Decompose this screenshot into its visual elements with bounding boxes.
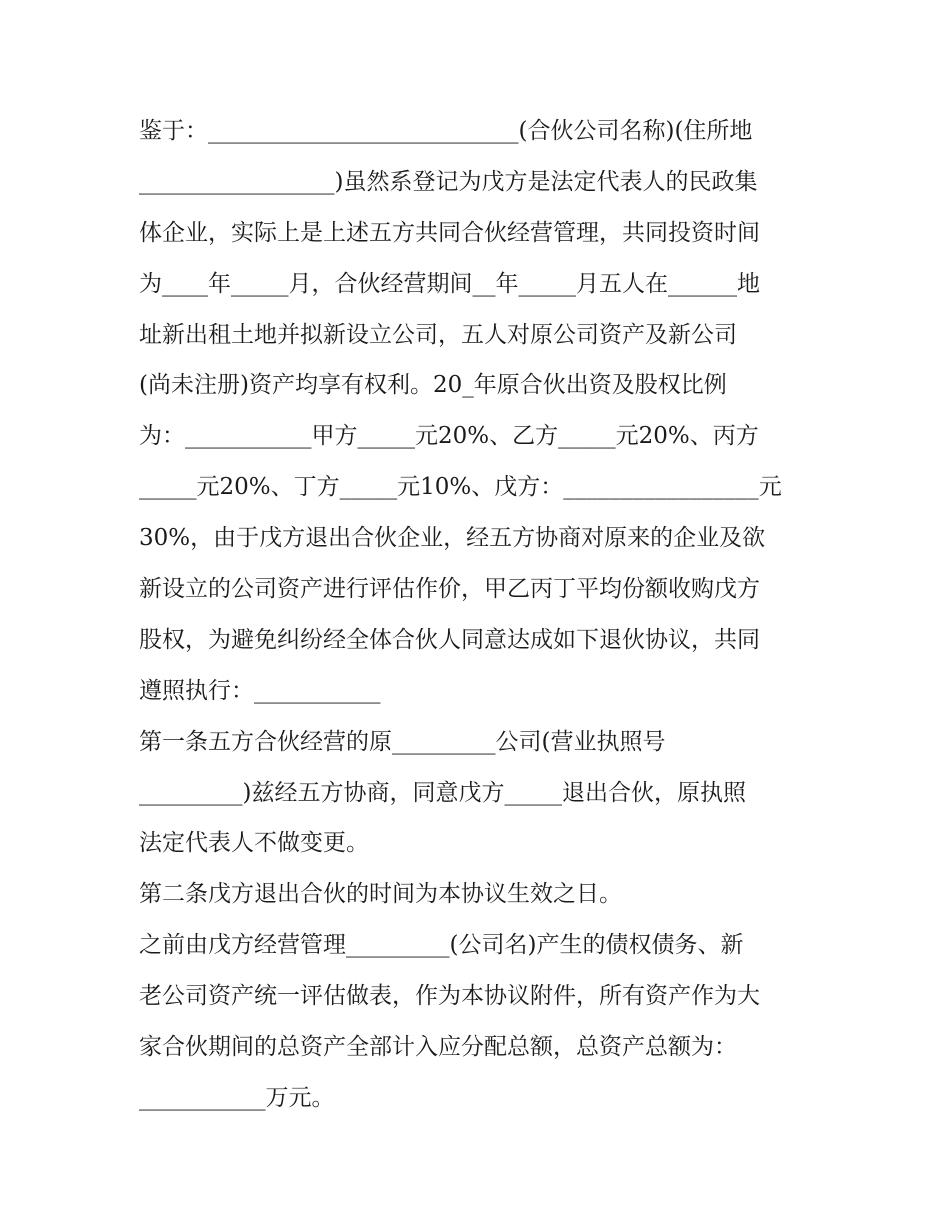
text-line: 老公司资产统一评估做表，作为本协议附件，所有资产作为大 bbox=[139, 983, 760, 1010]
text-line: 30%，由于戊方退出合伙企业，经五方协商对原来的企业及欲 bbox=[139, 525, 766, 552]
text-line: 址新出租土地并拟新设立公司，五人对原公司资产及新公司 bbox=[139, 321, 737, 348]
text-line: 遵照执行：___________ bbox=[139, 677, 381, 704]
text-line: 为：___________甲方_____元20%、乙方_____元20%、丙方 bbox=[139, 423, 759, 450]
text-line: 之前由戊方经营管理_________(公司名)产生的债权债务、新 bbox=[139, 932, 744, 959]
text-line: _____元20%、丁方_____元10%、戊方：_________________元 bbox=[139, 474, 782, 501]
document-body bbox=[139, 106, 819, 1124]
text-line: 体企业，实际上是上述五方共同合伙经营管理，共同投资时间 bbox=[139, 219, 760, 246]
text-line: 家合伙期间的总资产全部计入应分配总额，总资产总额为： bbox=[139, 1034, 737, 1061]
text-line: 鉴于：___________________________(合伙公司名称)(住所地 bbox=[139, 118, 753, 144]
text-line: (尚未注册)资产均享有权利。20_年原合伙出资及股权比例 bbox=[139, 372, 727, 399]
article-1-heading-line: 第一条五方合伙经营的原_________公司(营业执照号 bbox=[139, 728, 666, 755]
text-line: ___________万元。 bbox=[139, 1084, 335, 1111]
text-line: 股权，为避免纠纷经全体合伙人同意达成如下退伙协议，共同 bbox=[139, 626, 760, 653]
text-line: _________)兹经五方协商，同意戊方_____退出合伙，原执照 bbox=[139, 779, 746, 806]
text-line: 新设立的公司资产进行评估作价，甲乙丙丁平均份额收购戊方 bbox=[139, 576, 760, 603]
article-2-heading-line: 第二条戊方退出合伙的时间为本协议生效之日。 bbox=[139, 881, 622, 908]
text-line: 法定代表人不做变更。 bbox=[139, 830, 369, 857]
text-line: 为____年_____月，合伙经营期间__年_____月五人在______地 bbox=[139, 270, 760, 297]
text-line: _________________)虽然系登记为戊方是法定代表人的民政集 bbox=[139, 168, 758, 195]
